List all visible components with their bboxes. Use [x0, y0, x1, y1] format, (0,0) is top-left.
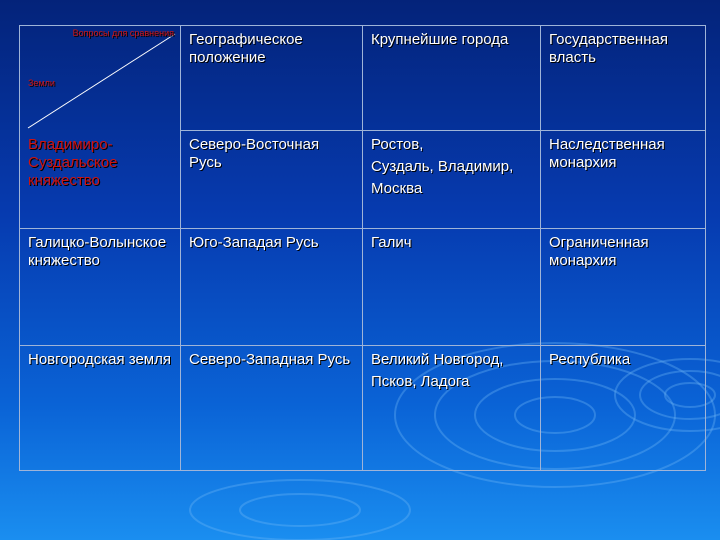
city-line: Псков, Ладога [371, 373, 470, 390]
header-row [20, 26, 706, 131]
table-row [20, 229, 706, 346]
cell-power: Ограниченная монархия [541, 229, 706, 346]
city-line: Суздаль, Владимир, [371, 158, 514, 175]
land-name: Новгородская земля [20, 346, 181, 471]
corner-cell [20, 26, 181, 229]
cell-power: Наследственная монархия [541, 131, 706, 229]
land-name: Галицко-Волынское княжество [20, 229, 181, 346]
header-cities: Крупнейшие города [363, 26, 541, 131]
header-geo: Географическое положение [181, 26, 363, 131]
questions-label: Вопросы для сравнения [72, 28, 174, 38]
cell-power: Республика [541, 346, 706, 471]
cell-position: Юго-Западая Русь [181, 229, 363, 346]
comparison-table [19, 25, 706, 471]
cell-position: Северо-Западная Русь [181, 346, 363, 471]
land-name: Владимиро-Суздальское княжество [28, 136, 118, 189]
cell-cities [363, 229, 541, 346]
city-line: Галич [371, 234, 412, 251]
city-line: Москва [371, 180, 423, 197]
city-line: Великий Новгород, [371, 351, 504, 368]
table-row [20, 346, 706, 471]
cell-cities [363, 131, 541, 229]
header-power: Государственная власть [541, 26, 706, 131]
city-line: Ростов, [371, 136, 424, 153]
lands-label: Земли [28, 78, 55, 88]
cell-position: Северо-Восточная Русь [181, 131, 363, 229]
cell-cities [363, 346, 541, 471]
